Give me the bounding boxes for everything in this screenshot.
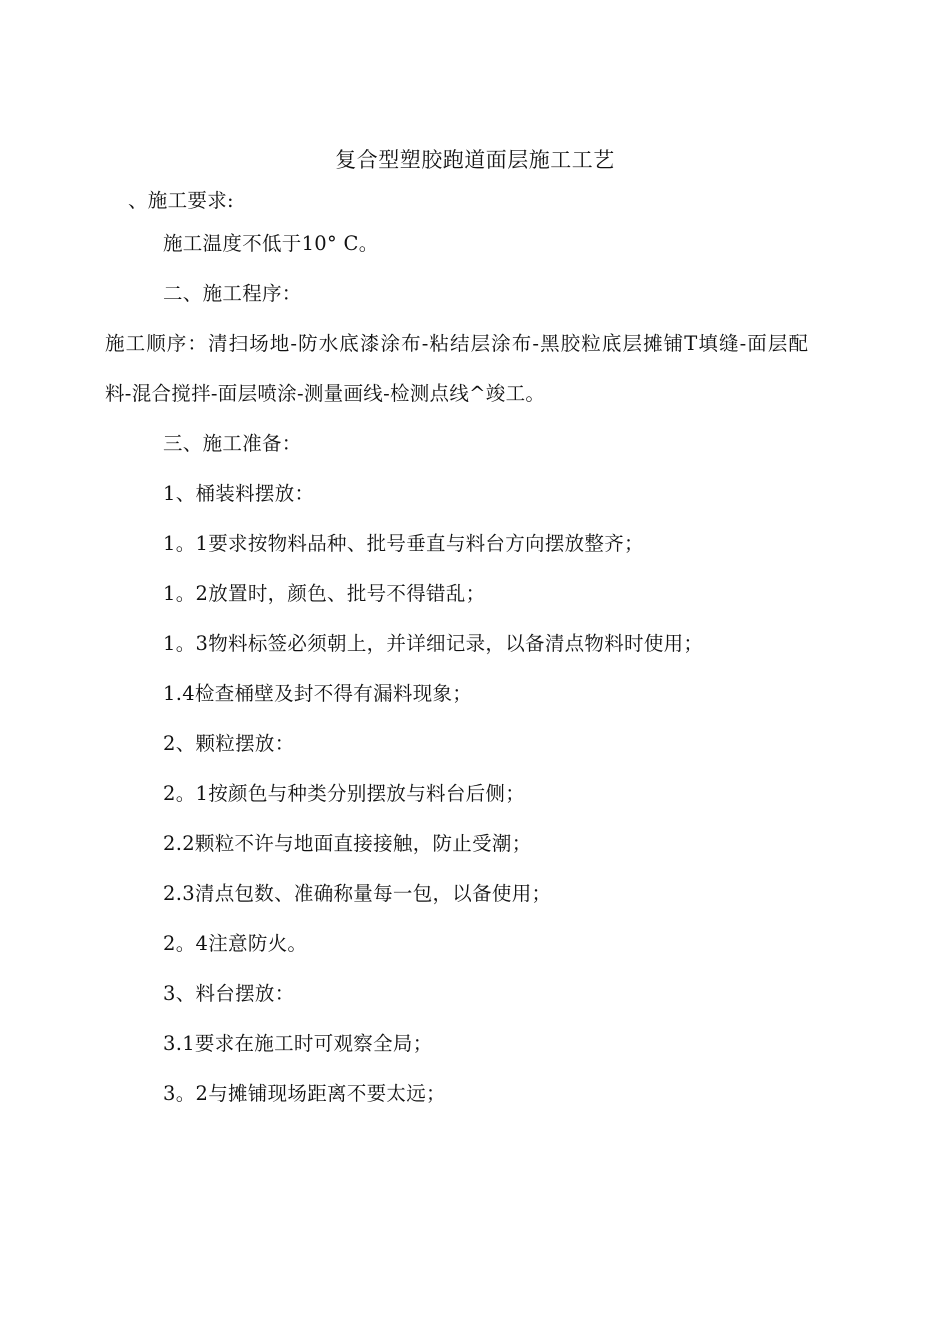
section-heading-requirements: 、施工要求: <box>128 189 234 212</box>
list-item-2-4: 2。4注意防火。 <box>163 932 308 955</box>
section-heading-preparation: 三、施工准备： <box>163 432 302 455</box>
list-item-3-1: 3.1要求在施工时可观察全局； <box>163 1032 433 1055</box>
section-heading-procedure: 二、施工程序： <box>163 282 302 305</box>
paragraph-sequence-line-1: 施工顺序：清扫场地-防水底漆涂布-粘结层涂布-黑胶粒底层摊铺T填缝-面层配 <box>105 332 810 355</box>
list-item-1-2: 1。2放置时，颜色、批号不得错乱； <box>163 582 486 605</box>
paragraph-temperature: 施工温度不低于10° C。 <box>163 232 379 255</box>
paragraph-sequence-line-2: 料-混合搅拌-面层喷涂-测量画线-检测点线^竣工。 <box>105 382 546 405</box>
document-title: 复合型塑胶跑道面层施工工艺 <box>335 148 615 172</box>
subheading-material-table: 3、料台摆放： <box>163 982 295 1005</box>
list-item-3-2: 3。2与摊铺现场距离不要太远； <box>163 1082 446 1105</box>
list-item-1-1: 1。1要求按物料品种、批号垂直与料台方向摆放整齐； <box>163 532 644 555</box>
subheading-barrel-material: 1、桶装料摆放： <box>163 482 315 505</box>
subheading-granules: 2、颗粒摆放： <box>163 732 295 755</box>
list-item-2-3: 2.3清点包数、准确称量每一包，以备使用； <box>163 882 552 905</box>
list-item-1-3: 1。3物料标签必须朝上，并详细记录，以备清点物料时使用； <box>163 632 704 655</box>
list-item-2-2: 2.2颗粒不许与地面直接接触，防止受潮； <box>163 832 532 855</box>
list-item-2-1: 2。1按颜色与种类分别摆放与料台后侧； <box>163 782 526 805</box>
list-item-1-4: 1.4检查桶壁及封不得有漏料现象； <box>163 682 473 705</box>
